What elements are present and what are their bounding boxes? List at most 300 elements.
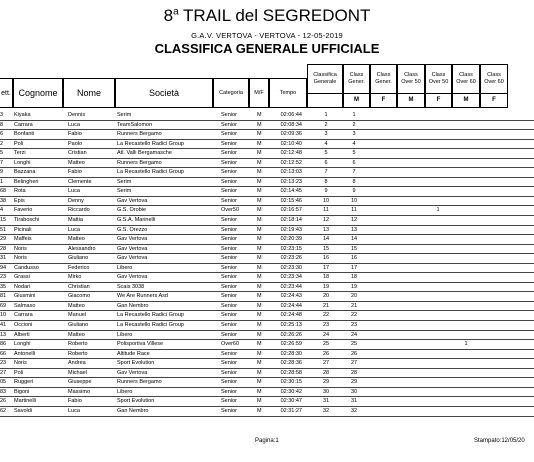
- col-societa: Società: [115, 78, 213, 108]
- cell-mf: M: [257, 188, 262, 195]
- cell-pett: 41: [0, 322, 7, 329]
- cell-categoria: Over50: [221, 207, 240, 214]
- cell-cognome: Kiyaka: [14, 112, 31, 118]
- cell-categoria: Senior: [221, 236, 237, 243]
- cell-cognome: Rota: [14, 188, 26, 195]
- cell-categoria: Senior: [221, 312, 237, 319]
- cell-mf: M: [257, 236, 262, 243]
- col-categoria: Categoria: [213, 78, 249, 108]
- cell-class-gener-m: 15: [350, 245, 358, 252]
- cell-tempo: 02:23:44: [280, 283, 302, 290]
- cell-pett: 38: [0, 197, 7, 204]
- cell-tempo: 02:23:34: [280, 274, 302, 281]
- cell-class-gener-m: 26: [350, 350, 358, 357]
- cell-classifica-generale: 27: [322, 360, 330, 367]
- cell-pett: 5: [0, 150, 4, 157]
- cell-class-gener-m: 8: [352, 178, 356, 185]
- cell-class-gener-m: 5: [352, 150, 356, 157]
- col-tempo: Tempo: [269, 78, 307, 108]
- cell-tempo: 02:24:44: [280, 302, 302, 309]
- cell-societa: Libero: [117, 388, 133, 395]
- cell-societa: La Recastello Radici Group: [117, 169, 184, 176]
- cell-categoria: Senior: [221, 407, 237, 414]
- table-row: [0, 140, 534, 150]
- cell-class-gener-m: 2: [352, 121, 356, 128]
- cell-nome: Cristian: [68, 150, 87, 157]
- cell-classifica-generale: 26: [322, 350, 330, 357]
- table-row: [0, 264, 534, 274]
- cell-tempo: 02:25:13: [280, 322, 302, 329]
- cell-classifica-generale: 21: [322, 302, 330, 309]
- cell-mf: M: [257, 112, 262, 118]
- cell-mf: M: [257, 178, 262, 185]
- sub-over60-f: F: [480, 94, 508, 108]
- cell-pett: 13: [0, 331, 7, 338]
- cell-societa: Runners Bergamo: [117, 379, 162, 386]
- cell-tempo: 02:23:26: [280, 255, 302, 262]
- cell-categoria: Senior: [221, 217, 237, 224]
- cell-nome: Federico: [68, 264, 90, 271]
- cell-class-gener-m: 7: [352, 169, 356, 176]
- cell-classifica-generale: 10: [322, 197, 330, 204]
- cell-classifica-generale: 30: [322, 388, 330, 395]
- table-row: [0, 302, 534, 312]
- table-row: [0, 121, 534, 131]
- cell-cognome: Antonelli: [14, 350, 36, 357]
- cell-cognome: Poli: [14, 140, 24, 147]
- page-subtitle: G.A.V. VERTOVA - VERTOVA - 12-05-2019: [191, 31, 343, 40]
- cell-categoria: Senior: [221, 293, 237, 300]
- table-row: [0, 311, 534, 321]
- table-row: [0, 178, 534, 188]
- cell-societa: Altitude Race: [117, 350, 150, 357]
- cell-cognome: Martinelli: [14, 398, 37, 405]
- cell-categoria: Senior: [221, 379, 237, 386]
- cell-tempo: 02:13:03: [280, 169, 302, 176]
- cell-class-gener-m: 18: [350, 274, 358, 281]
- table-row: [0, 254, 534, 264]
- cell-nome: Giuliano: [68, 255, 89, 262]
- cell-mf: M: [257, 150, 262, 157]
- cell-tempo: 02:30:42: [280, 388, 302, 395]
- sub-gener-m: M: [343, 94, 370, 108]
- cell-societa: G.S. Orobie: [117, 207, 147, 214]
- table-row: [0, 206, 534, 216]
- cell-pett: 15: [0, 217, 7, 224]
- col-nome: Nome: [63, 78, 115, 108]
- cell-pett: 23: [0, 360, 7, 367]
- cell-cognome: Ruggeri: [14, 379, 34, 386]
- cell-societa: Serim: [117, 178, 132, 185]
- cell-mf: M: [257, 207, 262, 214]
- cell-class-gener-m: 13: [350, 226, 358, 233]
- cell-classifica-generale: 13: [322, 226, 330, 233]
- cell-class-gener-m: 6: [352, 159, 356, 166]
- table-row: [0, 292, 534, 302]
- cell-cognome: Maffeis: [14, 236, 32, 243]
- cell-cognome: Terzi: [14, 150, 26, 157]
- table-row: [0, 331, 534, 341]
- cell-pett: 28: [0, 245, 7, 252]
- cell-pett: 83: [0, 388, 7, 395]
- col-over50-f: Class Over 50: [425, 64, 452, 94]
- table-row: [0, 187, 534, 197]
- cell-nome: Giacomo: [68, 293, 91, 300]
- cell-categoria: Senior: [221, 283, 237, 290]
- cell-societa: Polisportiva Villese: [117, 341, 164, 348]
- cell-class-gener-m: 31: [350, 398, 358, 405]
- cell-tempo: 02:26:59: [280, 341, 302, 348]
- cell-classifica-generale: 14: [322, 236, 330, 243]
- cell-mf: M: [257, 197, 262, 204]
- cell-nome: Luca: [68, 407, 80, 414]
- cell-pett: 69: [0, 302, 7, 309]
- cell-pett: 27: [0, 369, 7, 376]
- cell-classifica-generale: 32: [322, 407, 330, 414]
- cell-cognome: Bigoni: [14, 388, 30, 395]
- cell-class-gener-m: 20: [350, 293, 358, 300]
- cell-categoria: Senior: [221, 350, 237, 357]
- cell-nome: Michael: [68, 369, 87, 376]
- cell-tempo: 02:13:23: [280, 178, 302, 185]
- cell-tempo: 02:28:30: [280, 350, 302, 357]
- table-row: [0, 216, 534, 226]
- cell-class-gener-m: 19: [350, 283, 358, 290]
- cell-tempo: 02:26:26: [280, 331, 302, 338]
- cell-class-gener-m: 3: [352, 131, 356, 138]
- cell-classifica-generale: 9: [324, 188, 328, 195]
- cell-pett: 6: [0, 131, 4, 138]
- cell-nome: Riccardo: [68, 207, 90, 214]
- cell-tempo: 02:31:27: [280, 407, 302, 414]
- cell-tempo: 02:09:36: [280, 131, 302, 138]
- cell-societa: Gan Nembro: [117, 407, 149, 414]
- cell-pett: 23: [0, 274, 7, 281]
- cell-class-gener-m: 23: [350, 322, 358, 329]
- cell-tempo: 02:20:39: [280, 236, 302, 243]
- table-row: [0, 235, 534, 245]
- cell-tempo: 02:12:48: [280, 150, 302, 157]
- cell-tempo: 02:15:46: [280, 197, 302, 204]
- col-over60-f: Class Over 60: [480, 64, 508, 94]
- cell-nome: Paolo: [68, 140, 83, 147]
- cell-classifica-generale: 7: [324, 169, 328, 176]
- cell-mf: M: [257, 398, 262, 405]
- cell-class-gener-m: 9: [352, 188, 356, 195]
- cell-categoria: Senior: [221, 302, 237, 309]
- cell-mf: M: [257, 293, 262, 300]
- cell-tempo: 02:12:52: [280, 159, 302, 166]
- cell-classifica-generale: 17: [322, 264, 330, 271]
- sub-over50-m: M: [397, 94, 425, 108]
- results-table: [0, 111, 534, 417]
- page-title: [0, 6, 534, 26]
- cell-mf: M: [257, 226, 262, 233]
- cell-mf: M: [257, 350, 262, 357]
- cell-societa: Gav Vertova: [117, 369, 148, 376]
- cell-cognome: Longhi: [14, 341, 31, 348]
- title-text: TRAIL del SEGREDONT: [183, 6, 371, 25]
- cell-cognome: Noris: [14, 360, 27, 367]
- cell-societa: Gan Nembro: [117, 302, 149, 309]
- cell-societa: Atl. Valli Bergamasche: [117, 150, 172, 157]
- cell-pett: 7: [0, 159, 4, 166]
- table-row: [0, 369, 534, 379]
- title-sup: a: [173, 6, 179, 18]
- cell-mf: M: [257, 341, 262, 348]
- cell-classifica-generale: 20: [322, 293, 330, 300]
- cell-classifica-generale: 31: [322, 398, 330, 405]
- cell-societa: Gav Vertova: [117, 236, 148, 243]
- cell-cognome: Giusmini: [14, 293, 36, 300]
- cell-class-gener-m: 10: [350, 197, 358, 204]
- cell-societa: Serim: [117, 112, 132, 118]
- cell-categoria: Senior: [221, 255, 237, 262]
- cell-nome: Fabio: [68, 131, 82, 138]
- table-row: [0, 111, 534, 121]
- cell-pett: 31: [0, 255, 7, 262]
- page-number: Pagina:1: [255, 438, 279, 444]
- cell-mf: M: [257, 140, 262, 147]
- sub-gener-f: F: [370, 94, 397, 108]
- table-row: [0, 321, 534, 331]
- table-row: [0, 397, 534, 407]
- cell-classifica-generale: 3: [324, 131, 328, 138]
- cell-tempo: 02:18:14: [280, 217, 302, 224]
- print-date: Stampato:12/05/20: [474, 438, 525, 444]
- cell-cognome: Candusso: [14, 264, 39, 271]
- cell-nome: Clemente: [68, 178, 92, 185]
- cell-class-gener-m: 16: [350, 255, 358, 262]
- cell-tempo: 02:23:30: [280, 264, 302, 271]
- col-cognome: Cognome: [13, 78, 63, 108]
- cell-societa: Gav Vertova: [117, 255, 148, 262]
- cell-mf: M: [257, 217, 262, 224]
- cell-classifica-generale: 23: [322, 322, 330, 329]
- cell-categoria: Senior: [221, 322, 237, 329]
- cell-classifica-generale: 24: [322, 331, 330, 338]
- col-over50-m: Class Over 50: [397, 64, 425, 94]
- cell-class-gener-m: 1: [352, 112, 356, 118]
- cell-societa: Runners Bergamo: [117, 131, 162, 138]
- cell-societa: La Recastello Radici Group: [117, 312, 184, 319]
- cell-mf: M: [257, 331, 262, 338]
- cell-tempo: 02:23:15: [280, 245, 302, 252]
- cell-tempo: 02:30:47: [280, 398, 302, 405]
- cell-pett: 8: [0, 121, 4, 128]
- cell-categoria: Senior: [221, 169, 237, 176]
- cell-tempo: 02:30:15: [280, 379, 302, 386]
- cell-categoria: Senior: [221, 264, 237, 271]
- cell-mf: M: [257, 369, 262, 376]
- cell-cognome: Nodari: [14, 283, 31, 290]
- table-row: [0, 283, 534, 293]
- cell-tempo: 02:14:45: [280, 188, 302, 195]
- col-class-generale: Classifica Generale: [307, 64, 343, 94]
- cell-pett: 68: [0, 188, 7, 195]
- cell-nome: Andrea: [68, 360, 86, 367]
- cell-classifica-generale: 18: [322, 274, 330, 281]
- cell-class-gener-m: 12: [350, 217, 358, 224]
- cell-cognome: Epis: [14, 197, 25, 204]
- cell-classifica-generale: 2: [324, 121, 328, 128]
- cell-societa: TeamSalomon: [117, 121, 153, 128]
- cell-cognome: Faverio: [14, 207, 33, 214]
- cell-classifica-generale: 6: [324, 159, 328, 166]
- cell-nome: Roberto: [68, 350, 88, 357]
- sub-over60-m: M: [452, 94, 480, 108]
- cell-societa: La Recastello Radici Group: [117, 140, 184, 147]
- cell-classifica-generale: 28: [322, 369, 330, 376]
- cell-mf: M: [257, 255, 262, 262]
- cell-tempo: 02:16:57: [280, 207, 302, 214]
- title-number: 8: [163, 6, 174, 25]
- cell-cognome: Carrara: [14, 121, 33, 128]
- cell-mf: M: [257, 245, 262, 252]
- cell-mf: M: [257, 169, 262, 176]
- col-mf: M/F: [249, 78, 269, 108]
- cell-pett: 26: [0, 398, 7, 405]
- cell-tempo: 02:08:34: [280, 121, 302, 128]
- cell-pett: 66: [0, 350, 7, 357]
- cell-societa: Libero: [117, 331, 133, 338]
- cell-mf: M: [257, 131, 262, 138]
- cell-categoria: Senior: [221, 226, 237, 233]
- cell-categoria: Senior: [221, 360, 237, 367]
- cell-tempo: 02:28:36: [280, 360, 302, 367]
- table-row: [0, 407, 534, 417]
- table-row: [0, 350, 534, 360]
- cell-mf: M: [257, 283, 262, 290]
- cell-categoria: Senior: [221, 369, 237, 376]
- cell-mf: M: [257, 302, 262, 309]
- cell-classifica-generale: 25: [322, 341, 330, 348]
- cell-mf: M: [257, 322, 262, 329]
- cell-societa: Libero: [117, 264, 133, 271]
- cell-classifica-generale: 16: [322, 255, 330, 262]
- cell-tempo: 02:28:58: [280, 369, 302, 376]
- cell-pett: 81: [0, 293, 7, 300]
- cell-cognome: Savoldi: [14, 407, 33, 414]
- cell-societa: Gav Vertova: [117, 245, 148, 252]
- cell-categoria: Senior: [221, 159, 237, 166]
- cell-nome: Mirko: [68, 274, 82, 281]
- cell-pett: 3: [0, 112, 4, 118]
- cell-nome: Manuel: [68, 312, 87, 319]
- cell-class-gener-m: 24: [350, 331, 358, 338]
- cell-mf: M: [257, 159, 262, 166]
- cell-societa: Gav Vertova: [117, 197, 148, 204]
- cell-tempo: 02:06:44: [280, 112, 302, 118]
- cell-pett: 94: [0, 264, 7, 271]
- cell-nome: Matteo: [68, 236, 85, 243]
- cell-pett: 29: [0, 236, 7, 243]
- cell-societa: Gav Vertova: [117, 274, 148, 281]
- cell-categoria: Senior: [221, 131, 237, 138]
- table-row: [0, 197, 534, 207]
- cell-pett: 10: [0, 312, 7, 319]
- table-row: [0, 340, 534, 350]
- cell-nome: Mattia: [68, 217, 83, 224]
- cell-cognome: Bonfanti: [14, 131, 35, 138]
- cell-mf: M: [257, 312, 262, 319]
- cell-nome: Christian: [68, 283, 90, 290]
- cell-mf: M: [257, 407, 262, 414]
- cell-mf: M: [257, 360, 262, 367]
- sub-over50-f: F: [425, 94, 452, 108]
- cell-pett: 4: [0, 207, 4, 214]
- cell-cognome: Picinali: [14, 226, 32, 233]
- cell-classifica-generale: 12: [322, 217, 330, 224]
- cell-pett: 62: [0, 407, 7, 414]
- cell-categoria: Senior: [221, 121, 237, 128]
- cell-cognome: Carrara: [14, 312, 33, 319]
- cell-societa: We Are Runners Asd: [117, 293, 168, 300]
- col-class-gener-f: Class Gener.: [370, 64, 397, 94]
- cell-categoria: Senior: [221, 188, 237, 195]
- cell-cognome: Noris: [14, 245, 27, 252]
- cell-over60-m: 1: [464, 341, 468, 348]
- cell-cognome: Poli: [14, 369, 24, 376]
- table-row: [0, 273, 534, 283]
- table-row: [0, 130, 534, 140]
- cell-cognome: Belingheri: [14, 178, 39, 185]
- cell-pett: 86: [0, 341, 7, 348]
- cell-classifica-generale: 19: [322, 283, 330, 290]
- table-row: [0, 149, 534, 159]
- table-header: [0, 64, 534, 108]
- table-row: [0, 245, 534, 255]
- cell-cognome: Alberti: [14, 331, 30, 338]
- cell-nome: Matteo: [68, 159, 85, 166]
- cell-cognome: Grassi: [14, 274, 30, 281]
- cell-nome: Roberto: [68, 341, 88, 348]
- cell-class-gener-m: 25: [350, 341, 358, 348]
- cell-mf: M: [257, 388, 262, 395]
- cell-cognome: Noris: [14, 255, 27, 262]
- cell-tempo: 02:24:48: [280, 312, 302, 319]
- sub-generale: [307, 94, 343, 108]
- cell-classifica-generale: 15: [322, 245, 330, 252]
- table-row: [0, 388, 534, 398]
- table-row: [0, 378, 534, 388]
- cell-societa: Sport Evolution: [117, 360, 155, 367]
- cell-class-gener-m: 4: [352, 140, 356, 147]
- cell-categoria: Senior: [221, 197, 237, 204]
- cell-classifica-generale: 29: [322, 379, 330, 386]
- cell-cognome: Bazzana: [14, 169, 36, 176]
- cell-nome: Matteo: [68, 331, 85, 338]
- cell-classifica-generale: 4: [324, 140, 328, 147]
- table-row: [0, 168, 534, 178]
- cell-mf: M: [257, 274, 262, 281]
- cell-cognome: Occioni: [14, 322, 33, 329]
- cell-categoria: Senior: [221, 331, 237, 338]
- cell-tempo: 02:10:40: [280, 140, 302, 147]
- cell-pett: 51: [0, 226, 7, 233]
- table-row: [0, 226, 534, 236]
- col-pett: ett.: [0, 78, 13, 108]
- col-class-gener-m: Class Gener.: [343, 64, 370, 94]
- cell-societa: G.S.A. Marinelli: [117, 217, 156, 224]
- cell-categoria: Senior: [221, 388, 237, 395]
- cell-societa: Sport Evolution: [117, 398, 155, 405]
- cell-nome: Giuliano: [68, 322, 89, 329]
- classifica-heading: CLASSIFICA GENERALE UFFICIALE: [154, 41, 380, 56]
- cell-class-gener-m: 14: [350, 236, 358, 243]
- cell-tempo: 02:19:43: [280, 226, 302, 233]
- cell-categoria: Senior: [221, 150, 237, 157]
